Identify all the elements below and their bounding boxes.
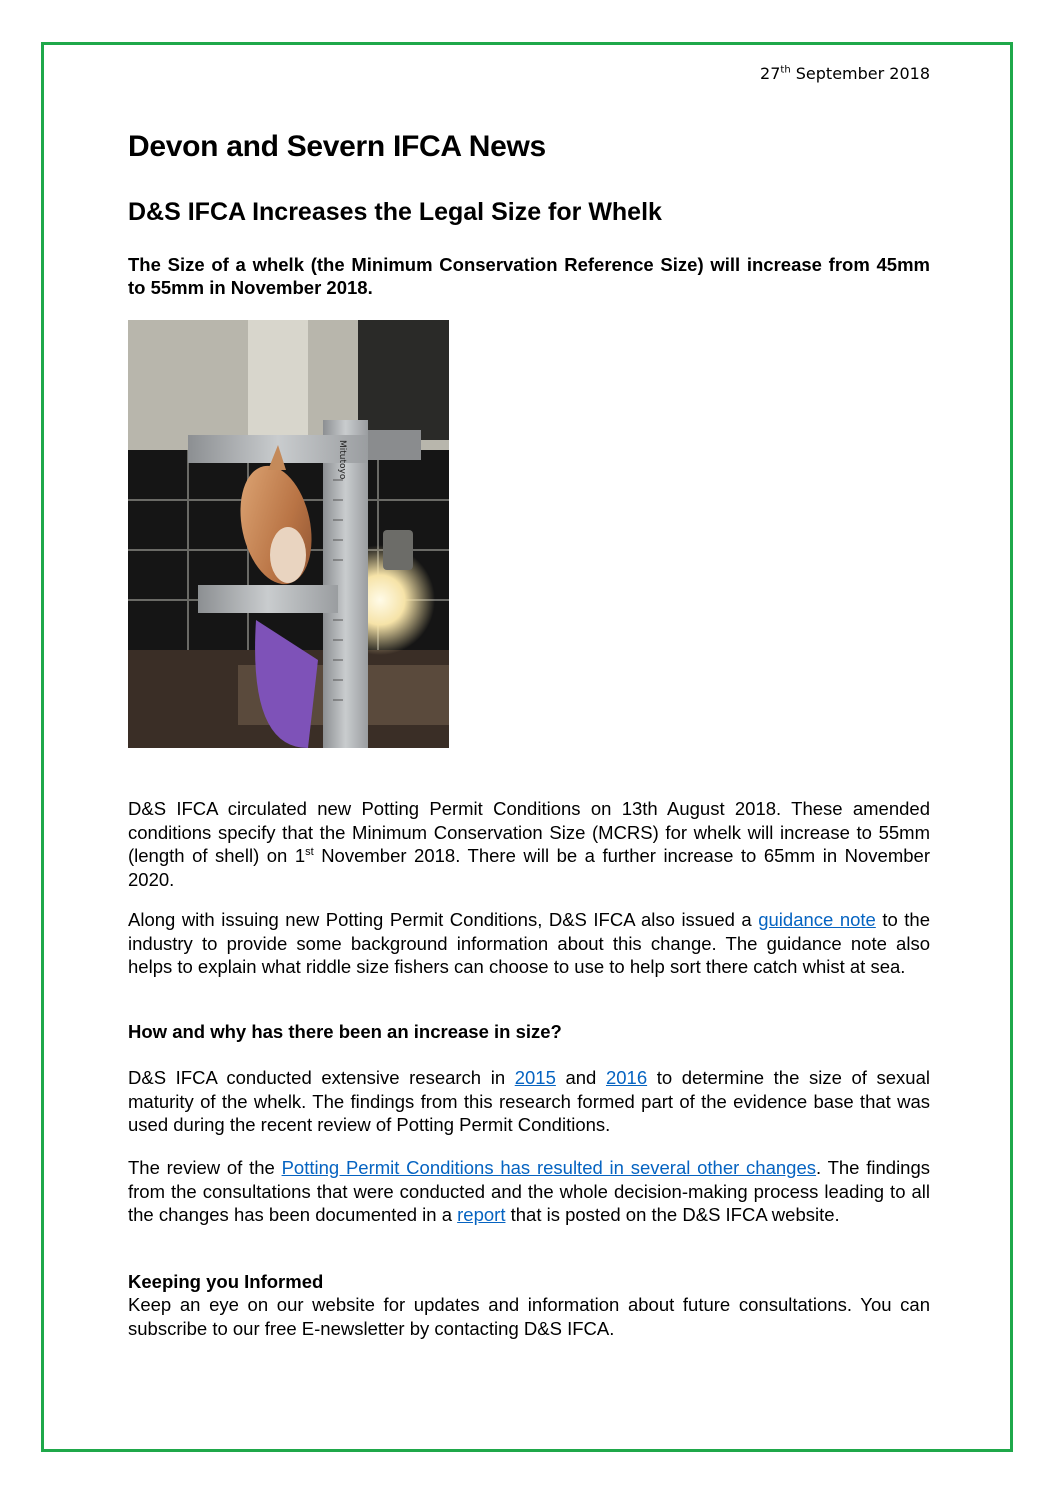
permit-conditions-link[interactable]: Potting Permit Conditions has resulted in several other changes (281, 1157, 817, 1178)
report-link[interactable]: report (457, 1204, 506, 1225)
article-headline: D&S IFCA Increases the Legal Size for Whelk (128, 198, 662, 226)
page-title: Devon and Severn IFCA News (128, 130, 546, 163)
research-2015-link[interactable]: 2015 (514, 1067, 556, 1088)
paragraph-4: The review of the Potting Permit Conditions has resulted in several other changes. The findings from the consultations that were conducted and the whole decision-making process leading to all the changes has been documented in a report that is posted on the D&S IFCA website. (128, 1157, 931, 1225)
paragraph-5: Keep an eye on our website for updates and information about future consultations. You can subscribe to our free E-newsletter by contacting D&S IFCA. (128, 1294, 930, 1339)
lead-paragraph: The Size of a whelk (the Minimum Conservation Reference Size) will increase from 45mm to 55mm in November 2018. (128, 254, 930, 298)
whelk-caliper-photo (128, 320, 449, 748)
subheading-increase: How and why has there been an increase in size? (128, 1021, 562, 1042)
research-2016-link[interactable]: 2016 (605, 1067, 648, 1088)
subheading-keeping-informed: Keeping you Informed (128, 1271, 324, 1292)
paragraph-3: D&S IFCA conducted extensive research in 2015 and 2016 to determine the size of sexual maturity of the whelk. The findings from this research formed part of the evidence base that was used during the recent review of Potting Permit Conditions. (128, 1067, 930, 1135)
svg-text:Mitutoyo: Mitutoyo (337, 440, 347, 480)
paragraph-1: D&S IFCA circulated new Potting Permit Conditions on 13th August 2018. These amended conditions specify that the Minimum Conservation Size (MCRS) for whelk will increase to 55mm (length of shell) on 1st November 2018. There will be a further increase to 65mm in November 2020. (128, 798, 930, 890)
guidance-note-link[interactable]: guidance note (758, 909, 876, 930)
date: 27th September 2018 (760, 64, 930, 83)
paragraph-2: Along with issuing new Potting Permit Conditions, D&S IFCA also issued a guidance note to the industry to provide some background information about this change. The guidance note also helps to explain what riddle size fishers can choose to use to help sort there catch whist at sea. (128, 909, 930, 977)
